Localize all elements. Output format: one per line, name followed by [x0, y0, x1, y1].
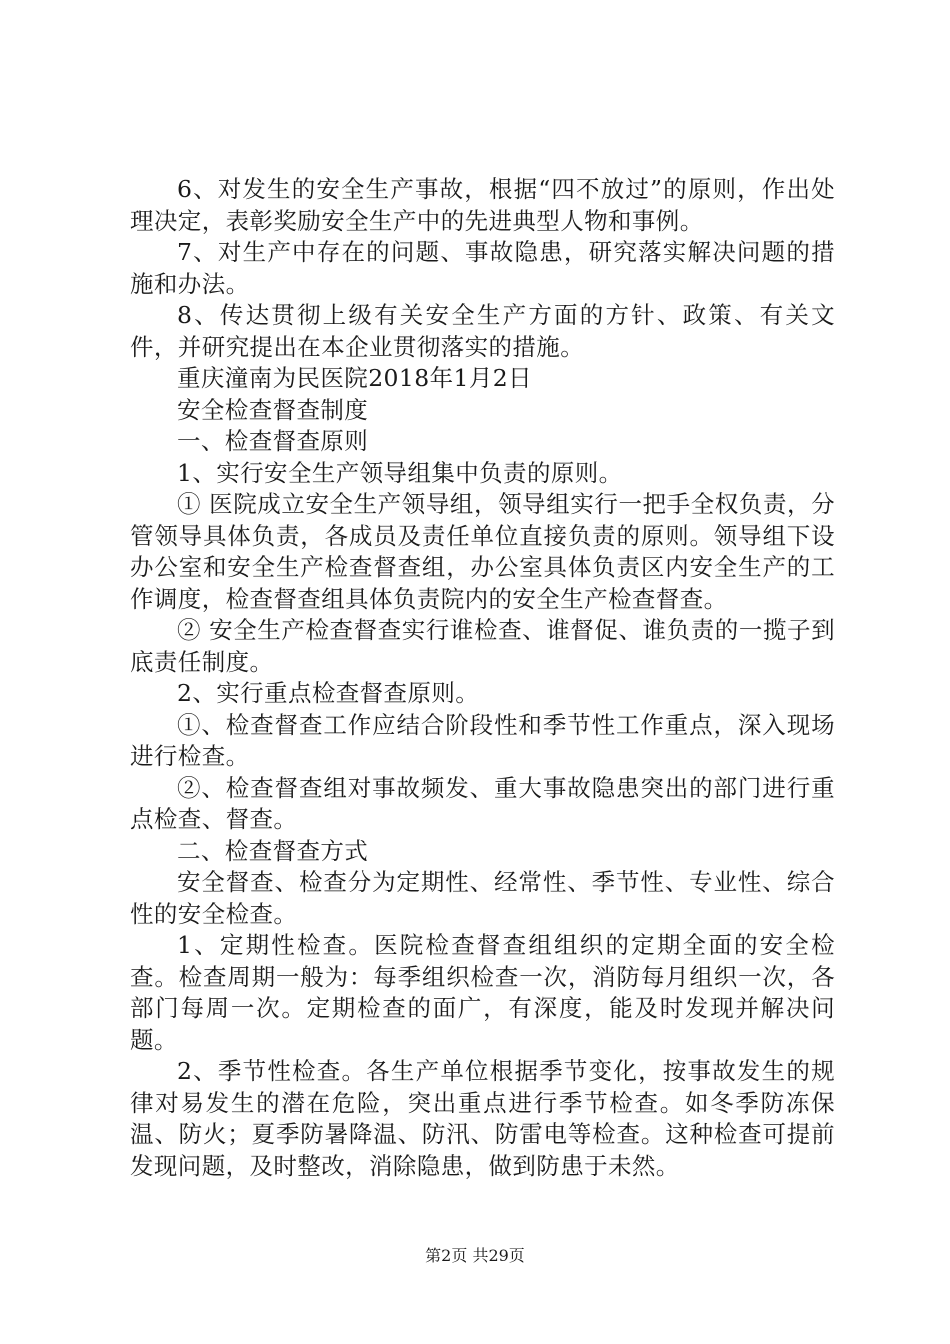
- paragraph: ②、检查督查组对事故频发、重大事故隐患突出的部门进行重点检查、督查。: [130, 773, 835, 833]
- section-heading: 二、检查督查方式: [177, 836, 369, 865]
- section-heading: 一、检查督查原则: [177, 427, 369, 455]
- paragraph: ② 安全生产检查督查实行谁检查、谁督促、谁负责的一揽子到底责任制度。: [130, 616, 835, 676]
- paragraph: 8、传达贯彻上级有关安全生产方面的方针、政策、有关文件，并研究提出在本企业贯彻落实的措施。: [130, 301, 835, 361]
- paragraph: 1、定期性检查。医院检查督查组组织的定期全面的安全检查。检查周期一般为：每季组织检查一次，消防每月组织一次，各部门每周一次。定期检查的面广，有深度，能及时发现并解决问题。: [130, 931, 835, 1054]
- paragraph: ①、检查督查工作应结合阶段性和季节性工作重点，深入现场进行检查。: [130, 710, 835, 770]
- paragraph: 6、对发生的安全生产事故，根据“四不放过”的原则，作出处理决定，表彰奖励安全生产中的先进典型人物和事例。: [130, 175, 835, 235]
- paragraph: 2、季节性检查。各生产单位根据季节变化，按事故发生的规律对易发生的潜在危险，突出重点进行季节检查。如冬季防冻保温、防火；夏季防暑降温、防汛、防雷电等检查。这种检查可提前发现问题，及时整改，消除隐患，做到防患于未然。: [130, 1057, 835, 1180]
- section-title: 安全检查督查制度: [177, 395, 369, 424]
- paragraph: ① 医院成立安全生产领导组，领导组实行一把手全权负责，分管领导具体负责，各成员及责任单位直接负责的原则。领导组下设办公室和安全生产检查督查组，办公室具体负责区内安全生产的工作调度，检查督查组具体负责院内的安全生产检查督查。: [130, 490, 835, 613]
- signature-line: 重庆潼南为民医院2018年1月2日: [177, 364, 533, 392]
- paragraph: 2、实行重点检查督查原则。: [177, 679, 480, 707]
- document-body: [130, 174, 835, 1182]
- paragraph: 安全督查、检查分为定期性、经常性、季节性、专业性、综合性的安全检查。: [130, 868, 835, 928]
- paragraph: 1、实行安全生产领导组集中负责的原则。: [177, 458, 623, 487]
- paragraph: 7、对生产中存在的问题、事故隐患，研究落实解决问题的措施和办法。: [130, 238, 835, 298]
- page-footer: 第2页 共29页: [425, 1246, 525, 1265]
